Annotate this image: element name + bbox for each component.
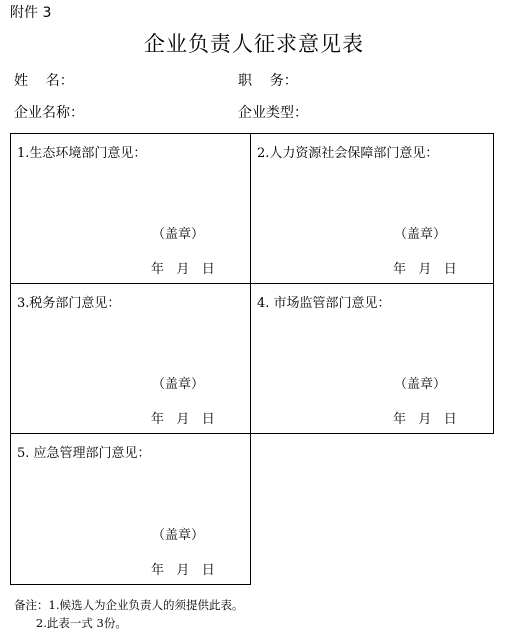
company-type-field-label: 企业类型： [238,105,308,121]
date-text: 年 月 日 [151,262,215,277]
opinion-table [10,133,494,585]
notes [14,596,243,632]
opinion-label: 5. 应急管理部门意见： [17,446,151,461]
seal-text: （盖章） [152,227,205,242]
opinion-label: 4. 市场监管部门意见： [257,296,391,311]
date-text: 年 月 日 [393,412,457,427]
opinion-label: 1.生态环境部门意见： [17,146,147,161]
date-text: 年 月 日 [151,563,215,578]
seal-text: （盖章） [152,528,205,543]
opinion-label: 3.税务部门意见： [17,296,121,311]
seal-text: （盖章） [394,377,447,392]
date-text: 年 月 日 [151,412,215,427]
position-field-label: 职 务： [238,73,298,89]
opinion-cell-environment [10,133,251,284]
opinion-label: 2.人力资源社会保障部门意见： [257,146,439,161]
opinion-cell-emergency-management [10,433,251,585]
date-text: 年 月 日 [393,262,457,277]
seal-text: （盖章） [394,227,447,242]
company-name-field-label: 企业名称： [14,105,84,121]
seal-text: （盖章） [152,377,205,392]
attachment-label: 附件 3 [10,5,52,21]
name-field-label: 姓 名： [14,73,74,89]
note-line: 备注：1.候选人为企业负责人的须提供此表。 [14,598,244,612]
page-title: 企业负责人征求意见表 [144,32,364,56]
opinion-cell-tax [10,283,251,434]
opinion-cell-hr-social-security [250,133,494,284]
opinion-cell-market-supervision [250,283,494,434]
note-line: 2.此表一式 3份。 [14,616,127,630]
